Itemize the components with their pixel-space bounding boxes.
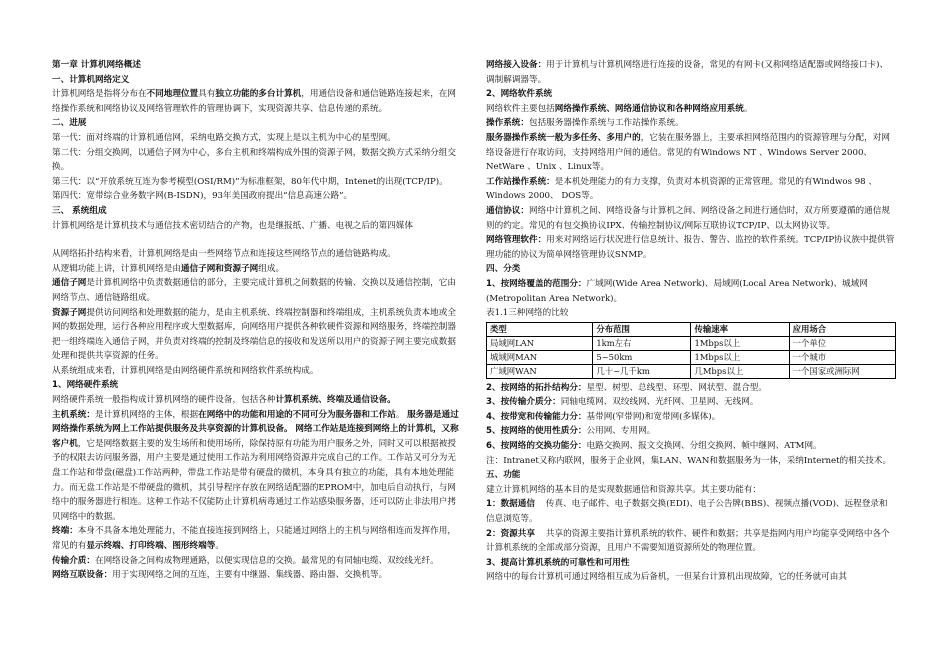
table-cell: 广域网WAN (487, 364, 593, 378)
network-comparison-table (486, 322, 896, 379)
table-row (487, 364, 896, 378)
paragraph: 网络接入设备：用于计算机与计算机网络进行连接的设备，常见的有网卡(又称网络适配器或网络接口卡)、调制解调器等。 (486, 60, 889, 85)
section-heading: 二、进展 (52, 118, 87, 129)
paragraph: 服务器操作系统一般为多任务、多用户的，它装在服务器上，主要承担网络范围内的资源管理与分配，对网络设备进行存取访问，支持网络用户间的通信。常见的有Windows NT 、Windows Server 2000、 NetWare 、Unix 、Linux等。 (486, 132, 890, 173)
paragraph: 资源子网提供访问网络和处理数据的能力，是由主机系统、终端控制器和终端组成，主机系统负责本地或全网的数据处理，运行各种应用程序或大型数据库，向网络用户提供各种软硬件资源和网络服务，终端控制器把一组终端连入通信子网，并负责对终端的控制及终端信息的接收和发送所以用户的资源子网主要完成数据处理和提供共享资源的任务。 (52, 307, 456, 362)
subsection-heading: 1、网络硬件系统 (52, 380, 119, 391)
paragraph: 4、按带宽和传输能力分：基带网(窄带网)和宽带网(多媒体)。 (486, 411, 721, 422)
table-row (487, 350, 896, 364)
paragraph: 5、按网络的使用性质分：公用网、专用网。 (486, 426, 656, 437)
table-cell: 1km左右 (593, 336, 691, 350)
table-cell: 一个国家或洲际网 (789, 364, 895, 378)
paragraph: 计算机网络是计算机技术与通信技术密切结合的产物，也是继报纸、广播、电视之后的第四媒体 (52, 220, 413, 231)
table-cell: 一个单位 (789, 336, 895, 350)
paragraph: 第三代：以“开放系统互连为参考模型(OSI/RM)”为标准框架，80年代中期，Intenet的出现(TCP/IP)。 (52, 176, 448, 187)
paragraph: 网络中的每台计算机可通过网络相互成为后备机，一但某台计算机出现故障，它的任务就可由其 (486, 572, 847, 583)
paragraph: 从网络拓扑结构来看，计算机网络是由一些网络节点和连接这些网络节点的通信链路构成。 (52, 249, 396, 260)
paragraph: 网络管理软件：用来对网络运行状况进行信息统计、报告、警告、监控的软件系统。TCP/IP协议族中提供管理功能的协议为简单网络管理协议SNMP。 (486, 235, 895, 260)
paragraph: 从系统组成来看，计算机网络是由网络硬件系统和网络软件系统构成。 (52, 365, 319, 376)
paragraph: 主机系统：是计算机网络的主体，根据在网络中的功能和用途的不同可分为服务器和工作站。 服务器是通过网络操作系统为网上工作站提供服务及共享资源的计算机设备。 网络工作站是连接到网络上的计算机，又称客户机，它是网络数据主要的发生场所和使用场所，除保持原有功能为用户服务之外，同时又可以根据被授予的权限去访问服务器，用户主要是通过使用工作站为利用网络资源并完成自己的工作。工作站又可分为无盘工作站和带盘(磁盘)工作站两种，带盘工作站是带有硬盘的微机，本身具有独立的功能，具有本地处理能力。而无盘工作站是不带硬盘的微机，其引导程序存放在网络适配器的EPROM中，加电后自动执行，与网络中的服务器进行相连。这种工作站不仅能防止计算机病毒通过工作站感染服务器，还可以防止非法用户拷贝网络中的数据。 (52, 409, 459, 522)
paragraph: 终端：本身不具备本地处理能力，不能直接连接到网络上，只能通过网络上的主机与网络相连而发挥作用，常见的有显示终端、打印终端、图形终端等。 (52, 526, 456, 551)
subsection-heading: 2、网络软件系统 (486, 89, 553, 100)
table-cell: 一个城市 (789, 350, 895, 364)
table-header: 类型 (487, 322, 593, 336)
paragraph: 网络软件主要包括网络操作系统、网络通信协议和各种网络应用系统。 (486, 103, 753, 114)
paragraph: 工作站操作系统：是本机处理能力的有力支撑，负责对本机资源的正常管理。常见的有Windwos 98 、Windows 2000、 DOS等。 (486, 176, 877, 202)
table-header: 传输速率 (691, 322, 789, 336)
table-cell: 城域网MAN (487, 350, 593, 364)
table-cell: 几十~几千km (593, 364, 691, 378)
table-cell: 局域网LAN (487, 336, 593, 350)
paragraph: 传输介质：在网络设备之间构成物理通路，以便实现信息的交换。最常见的有同轴电缆、双绞线光纤。 (52, 555, 439, 566)
table-cell: 几Mbps以上 (691, 364, 789, 378)
right-column (486, 58, 896, 585)
table-cell: 5~50km (593, 350, 691, 364)
section-heading: 三、 系统组成 (52, 205, 107, 216)
left-column (52, 58, 462, 583)
section-heading: 一、计算机网络定义 (52, 74, 130, 85)
paragraph: 1：数据通信 传真、电子邮件、电子数据交换(EDI)、电子公告牌(BBS)、视频点播(VOD)、远程登录和信息浏览等。 (486, 499, 888, 525)
subsection-heading: 3、提高计算机系统的可靠性和可用性 (486, 557, 630, 568)
paragraph: 建立计算机网络的基本目的是实现数据通信和资源共享。其主要功能有： (486, 484, 762, 495)
section-heading: 四、分类 (486, 264, 521, 275)
paragraph: 通信子网是计算机网络中负责数据通信的部分，主要完成计算机之间数据的传输、交换以及通信控制，它由网络节点、通信链路组成。 (52, 278, 456, 303)
table-cell: 1Mbps以上 (691, 336, 789, 350)
paragraph: 第四代：宽带综合业务数字网(B-ISDN)，93年美国政府提出“信息高速公路”。 (52, 191, 353, 202)
table-cell: 1Mbps以上 (691, 350, 789, 364)
paragraph: 操作系统：包括服务器操作系统与工作站操作系统。 (486, 118, 684, 129)
table-caption: 表1.1三种网络的比较 (486, 308, 569, 319)
paragraph: 1、按网络覆盖的范围分：广域网(Wide Area Network)、局域网(Local Area Network)、城域网(Metropolitan Area Network)。 (486, 278, 868, 304)
table-header-row (487, 322, 896, 336)
paragraph: 通信协议：网络中计算机之间、网络设备与计算机之间、网络设备之间进行通信时，双方所要遵循的通信规则的约定。常见的有包交换协议IPX、传输控制协议/网际互联协议TCP/IP、以太网协议等。 (486, 205, 890, 231)
table-row (487, 336, 896, 350)
paragraph: 从逻辑功能上讲，计算机网络是由通信子网和资源子网组成。 (52, 263, 285, 274)
table-header: 应用场合 (789, 322, 895, 336)
paragraph: 第一代：面对终端的计算机通信网，采纳电路交换方式，实现上是以主机为中心的星型网。 (52, 132, 396, 143)
note: 注：Intranet又称内联网，服务于企业网，集LAN、WAN和数据服务为一体，采纳Internet的相关技术。 (486, 455, 892, 466)
paragraph: 计算机网络是指将分布在不同地理位置具有独立功能的多台计算机，用通信设备和通信链路连接起来，在网络操作系统和网络协议及网络管理软件的管理协调下，实现资源共享、信息传递的系统。 (52, 89, 456, 114)
paragraph: 2：资源共享 共享的资源主要指计算机系统的软件、硬件和数据；共享是指网内用户均能享受网络中各个计算机系统的全部或部分资源，且用户不需要知道资源所处的物理位置。 (486, 528, 890, 554)
paragraph: 第二代：分组交换网，以通信子网为中心，多台主机和终端构成外围的资源子网，数据交换方式采纳分组交换。 (52, 147, 456, 173)
section-heading: 五、功能 (486, 470, 521, 481)
paragraph: 网络互联设备：用于实现网络之间的互连，主要有中继器、集线器、路由器、交换机等。 (52, 570, 388, 581)
table-header: 分布范围 (593, 322, 691, 336)
paragraph: 网络硬件系统一般指构成计算机网络的硬件设备，包括各种计算机系统、终端及通信设备。 (52, 395, 396, 406)
paragraph: 2、按网络的拓扑结构分：星型、树型、总线型、环型、网状型、混合型。 (486, 382, 767, 393)
paragraph: 3、按传输介质分：同轴电缆网、双绞线网、光纤网、卫星网、无线网。 (486, 397, 759, 408)
paragraph: 6、按网络的交换功能分：电路交换网、报文交换网、分组交换网、帧中继网、ATM网。 (486, 441, 822, 452)
chapter-title: 第一章 计算机网络概述 (52, 60, 141, 70)
